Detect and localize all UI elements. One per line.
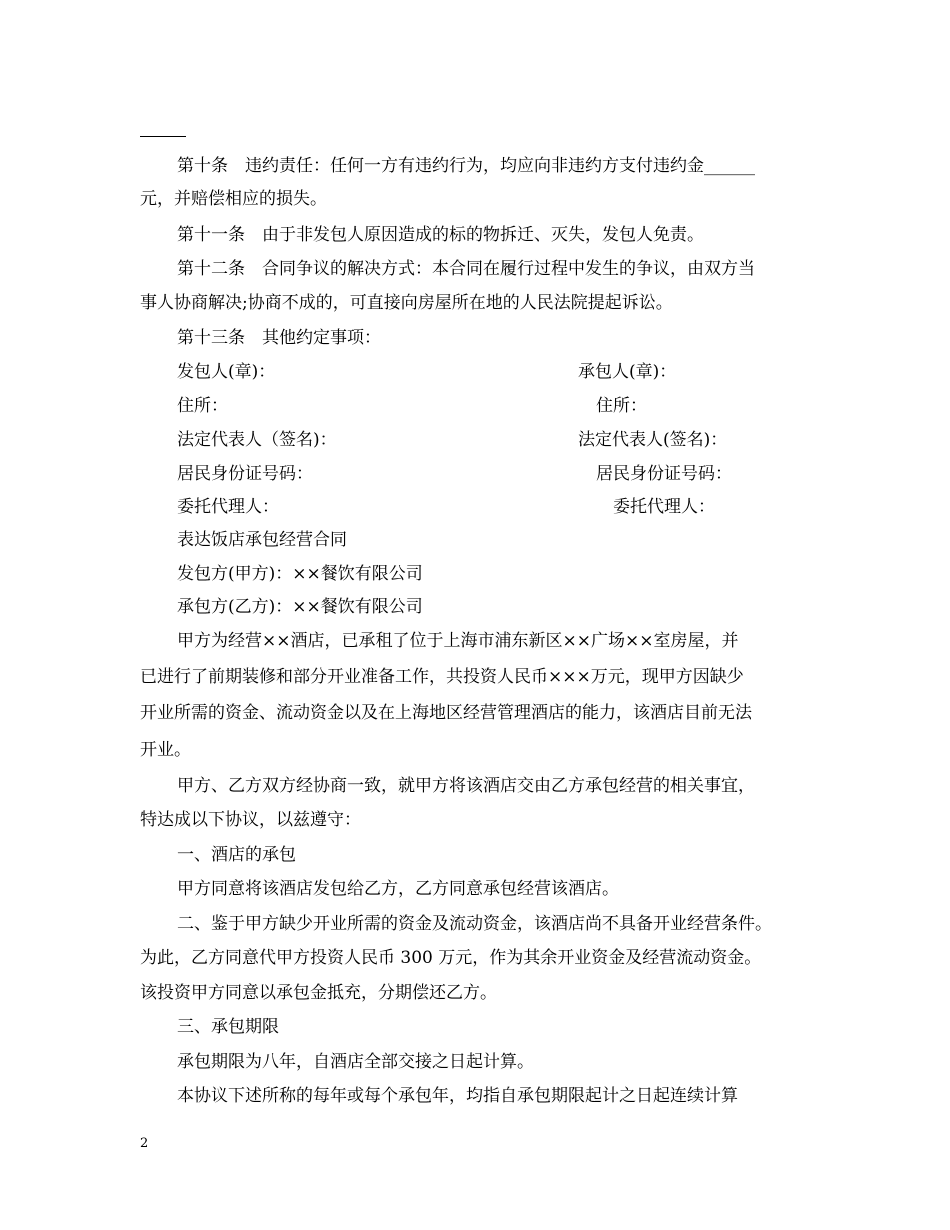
party-b-legal-rep: 法定代表人(签名)： xyxy=(578,430,728,450)
paragraph-line: 为此，乙方同意代甲方投资人民币 300 万元，作为其余开业资金及经营流动资金。 xyxy=(140,948,762,968)
paragraph-line: 特达成以下协议，以兹遵守： xyxy=(140,810,361,830)
section-heading-1: 一、酒店的承包 xyxy=(177,845,296,865)
paragraph-line: 本协议下述所称的每年或每个承包年，均指自承包期限起计之日起连续计算 xyxy=(177,1086,738,1106)
party-a-legal-rep: 法定代表人（签名)： xyxy=(177,430,337,450)
paragraph-line: 已进行了前期装修和部分开业准备工作，共投资人民币×××万元，现甲方因缺少 xyxy=(140,667,744,687)
clause-10: 第十条 违约责任：任何一方有违约行为，均应向非违约方支付违约金______ xyxy=(177,156,755,176)
party-a-line: 发包方(甲方)：××餐饮有限公司 xyxy=(177,564,423,584)
party-a-address: 住所： xyxy=(177,396,228,416)
party-b-id-number: 居民身份证号码： xyxy=(596,464,732,484)
section-heading-2: 二、鉴于甲方缺少开业所需的资金及流动资金，该酒店尚不具备开业经营条件。 xyxy=(177,914,772,934)
party-b-line: 承包方(乙方)：××餐饮有限公司 xyxy=(177,597,423,617)
party-a-id-number: 居民身份证号码： xyxy=(177,464,313,484)
paragraph-line: 甲方同意将该酒店发包给乙方，乙方同意承包经营该酒店。 xyxy=(177,879,619,899)
party-b-agent: 委托代理人： xyxy=(613,497,715,517)
clause-11: 第十一条 由于非发包人原因造成的标的物拆迁、灭失，发包人免责。 xyxy=(177,225,704,245)
blank-underline xyxy=(140,136,186,137)
paragraph-line: 开业。 xyxy=(140,740,191,760)
clause-12-cont: 事人协商解决;协商不成的，可直接向房屋所在地的人民法院提起诉讼。 xyxy=(140,293,673,313)
paragraph-line: 该投资甲方同意以承包金抵充，分期偿还乙方。 xyxy=(140,983,497,1003)
clause-12: 第十二条 合同争议的解决方式：本合同在履行过程中发生的争议，由双方当 xyxy=(177,259,755,279)
party-a-agent: 委托代理人： xyxy=(177,497,279,517)
paragraph-line: 甲方为经营××酒店，已承租了位于上海市浦东新区××广场××室房屋，并 xyxy=(177,631,739,651)
clause-10-cont: 元，并赔偿相应的损失。 xyxy=(140,189,327,209)
party-a-seal: 发包人(章)： xyxy=(177,362,276,382)
party-b-seal: 承包人(章)： xyxy=(578,362,677,382)
party-b-address: 住所： xyxy=(596,396,647,416)
section-heading-3: 三、承包期限 xyxy=(177,1017,279,1037)
paragraph-line: 甲方、乙方双方经协商一致，就甲方将该酒店交由乙方承包经营的相关事宜， xyxy=(177,776,755,796)
page-number: 2 xyxy=(140,1136,149,1151)
paragraph-line: 开业所需的资金、流动资金以及在上海地区经营管理酒店的能力，该酒店目前无法 xyxy=(140,703,752,723)
contract-title: 表达饭店承包经营合同 xyxy=(177,530,347,550)
clause-13: 第十三条 其他约定事项： xyxy=(177,328,381,348)
paragraph-line: 承包期限为八年，自酒店全部交接之日起计算。 xyxy=(177,1052,534,1072)
